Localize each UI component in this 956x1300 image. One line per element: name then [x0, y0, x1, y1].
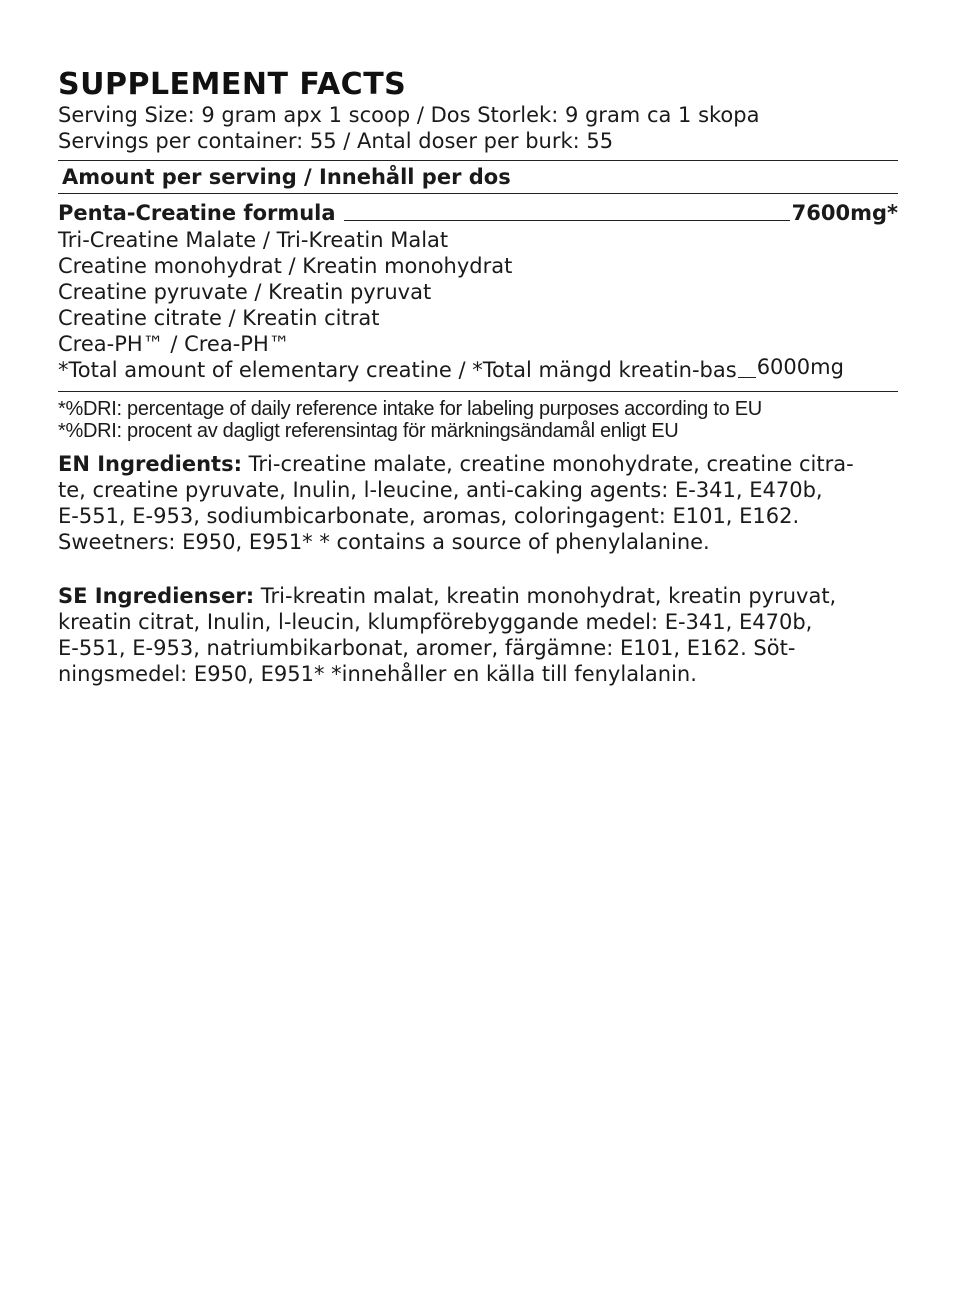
divider — [58, 391, 898, 392]
dri-notes — [58, 398, 898, 442]
divider — [58, 193, 898, 194]
component-item: Tri-Creatine Malate / Tri-Kreatin Malat — [58, 228, 449, 252]
component-item: Creatine pyruvate / Kreatin pyruvat — [58, 280, 432, 304]
serving-size: Serving Size: 9 gram apx 1 scoop / Dos Storlek: 9 gram ca 1 skopa — [58, 103, 760, 127]
ingredients-line: ningsmedel: E950, E951* *innehåller en källa till fenylalanin. — [58, 662, 697, 686]
ingredients-en-label: EN Ingredients: — [58, 452, 242, 476]
ingredients-line: kreatin citrat, Inulin, l-leucin, klumpförebyggande medel: E-341, E470b, — [58, 610, 813, 634]
ingredients-se — [58, 583, 898, 687]
ingredients-text: Tri-creatine malate, creatine monohydrate, creatine citra- — [242, 452, 854, 476]
total-creatine-row — [58, 357, 898, 383]
dot-leader — [344, 220, 790, 221]
dot-leader — [738, 377, 756, 378]
ingredients-line: Sweetners: E950, E951* * contains a source of phenylalanine. — [58, 530, 710, 554]
amount-per-serving-header: Amount per serving / Innehåll per dos — [62, 165, 511, 189]
total-creatine-label: *Total amount of elementary creatine / *Total mängd kreatin-bas — [58, 358, 737, 382]
ingredients-se-label: SE Ingredienser: — [58, 584, 255, 608]
dri-note-en: *%DRI: percentage of daily reference intake for labeling purposes according to EU — [58, 398, 762, 420]
ingredients-line: te, creatine pyruvate, Inulin, l-leucine, anti-caking agents: E-341, E470b, — [58, 478, 823, 502]
ingredients-line: E-551, E-953, sodiumbicarbonate, aromas, coloringagent: E101, E162. — [58, 504, 800, 528]
supplement-facts-panel — [58, 68, 898, 687]
component-item: Creatine monohydrat / Kreatin monohydrat — [58, 254, 513, 278]
servings-per-container: Servings per container: 55 / Antal doser per burk: 55 — [58, 129, 614, 153]
formula-row — [58, 199, 898, 227]
component-item: Creatine citrate / Kreatin citrat — [58, 306, 380, 330]
formula-name: Penta-Creatine formula — [58, 201, 336, 225]
component-item: Crea-PH™ / Crea-PH™ — [58, 332, 290, 356]
dri-note-se: *%DRI: procent av dagligt referensintag för märkningsändamål enligt EU — [58, 420, 679, 442]
ingredients-en — [58, 451, 898, 555]
total-creatine-amount: 6000mg — [756, 355, 844, 379]
supplement-facts-title: SUPPLEMENT FACTS — [58, 67, 407, 102]
ingredients-text: Tri-kreatin malat, kreatin monohydrat, kreatin pyruvat, — [254, 584, 837, 608]
ingredients-line: E-551, E-953, natriumbikarbonat, aromer, färgämne: E101, E162. Söt- — [58, 636, 796, 660]
formula-amount: 7600mg* — [791, 201, 898, 225]
ingredients-line — [58, 583, 898, 609]
ingredients-line — [58, 451, 898, 477]
